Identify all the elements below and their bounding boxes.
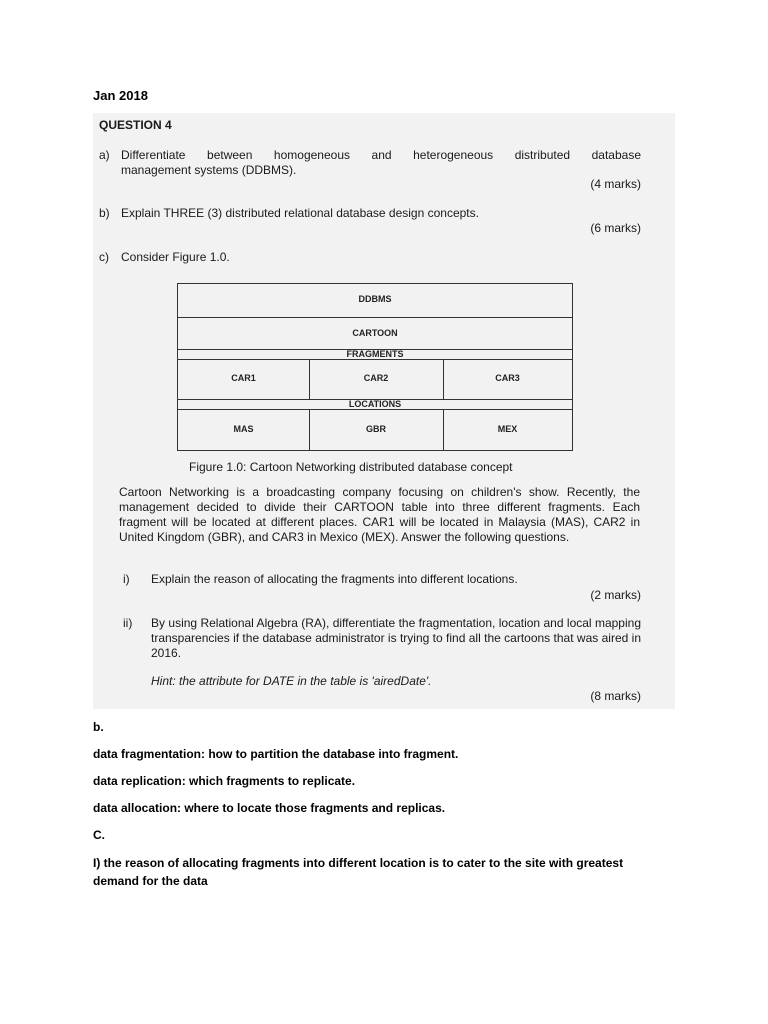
fragments-label: FRAGMENTS [346, 349, 404, 359]
location-mas: MAS [233, 424, 254, 434]
cartoon-row [178, 318, 572, 350]
divider [309, 410, 310, 450]
part-a-label: a) [99, 148, 110, 162]
part-b-marks: (6 marks) [590, 221, 641, 235]
location-gbr: GBR [366, 424, 386, 434]
answer-c-line-2: demand for the data [93, 874, 208, 888]
document-date: Jan 2018 [93, 88, 148, 103]
answer-b-item-1: data fragmentation: how to partition the database into fragment. [93, 747, 459, 761]
part-a-line2: management systems (DDBMS). [121, 163, 297, 177]
locations-row [178, 410, 572, 450]
part-ii-text: By using Relational Algebra (RA), differentiate the fragmentation, location and local mapping transparencies if the database administrator is trying to find all the cartoons that was aired in 2016. [151, 616, 641, 660]
scenario-paragraph: Cartoon Networking is a broadcasting company focusing on children's show. Recently, the management decided to divide their CARTOON table into three different fragments. Each fragment will be located at different places. CAR1 will be located in Malaysia (MAS), CAR2 in United Kingdom (GBR), and CAR3 in Mexico (MEX). Answer the following questions. [119, 485, 640, 544]
part-b-label: b) [99, 206, 110, 220]
fragments-row [178, 360, 572, 400]
fragment-car1: CAR1 [231, 373, 256, 383]
answer-b-item-3: data allocation: where to locate those fragments and replicas. [93, 801, 446, 815]
location-mex: MEX [497, 424, 518, 434]
fragment-car2: CAR2 [363, 373, 389, 383]
fragments-header-row [178, 350, 572, 360]
part-a-line1: Differentiate between homogeneous and heterogeneous distributed database [121, 148, 641, 162]
fragment-car3: CAR3 [495, 373, 520, 383]
part-ii-marks: (8 marks) [590, 689, 641, 703]
part-i-marks: (2 marks) [590, 588, 641, 602]
part-c-label: c) [99, 250, 109, 264]
part-a-marks: (4 marks) [590, 177, 641, 191]
answer-c-line-1: I) the reason of allocating fragments into different location is to cater to the site with greatest [93, 856, 624, 870]
part-c-text: Consider Figure 1.0. [121, 250, 230, 264]
divider [443, 410, 444, 450]
answer-c-label: C. [93, 828, 105, 842]
figure-caption: Figure 1.0: Cartoon Networking distributed database concept [189, 460, 513, 474]
question-title: QUESTION 4 [99, 118, 172, 132]
divider [443, 360, 444, 400]
divider [309, 360, 310, 400]
part-b-text: Explain THREE (3) distributed relational database design concepts. [121, 206, 479, 220]
ddbms-label: DDBMS [358, 294, 392, 304]
ddbms-row [178, 284, 572, 318]
scanned-question [93, 113, 675, 709]
hint-text: Hint: the attribute for DATE in the table is 'airedDate'. [151, 674, 432, 688]
locations-label: LOCATIONS [348, 399, 402, 409]
figure-diagram [177, 283, 573, 451]
part-i-text: Explain the reason of allocating the fragments into different locations. [151, 572, 518, 586]
answer-b-label: b. [93, 720, 104, 734]
answer-b-item-2: data replication: which fragments to replicate. [93, 774, 356, 788]
cartoon-label: CARTOON [352, 328, 398, 338]
part-ii-label: ii) [123, 616, 133, 630]
part-i-label: i) [123, 572, 130, 586]
locations-header-row [178, 400, 572, 410]
